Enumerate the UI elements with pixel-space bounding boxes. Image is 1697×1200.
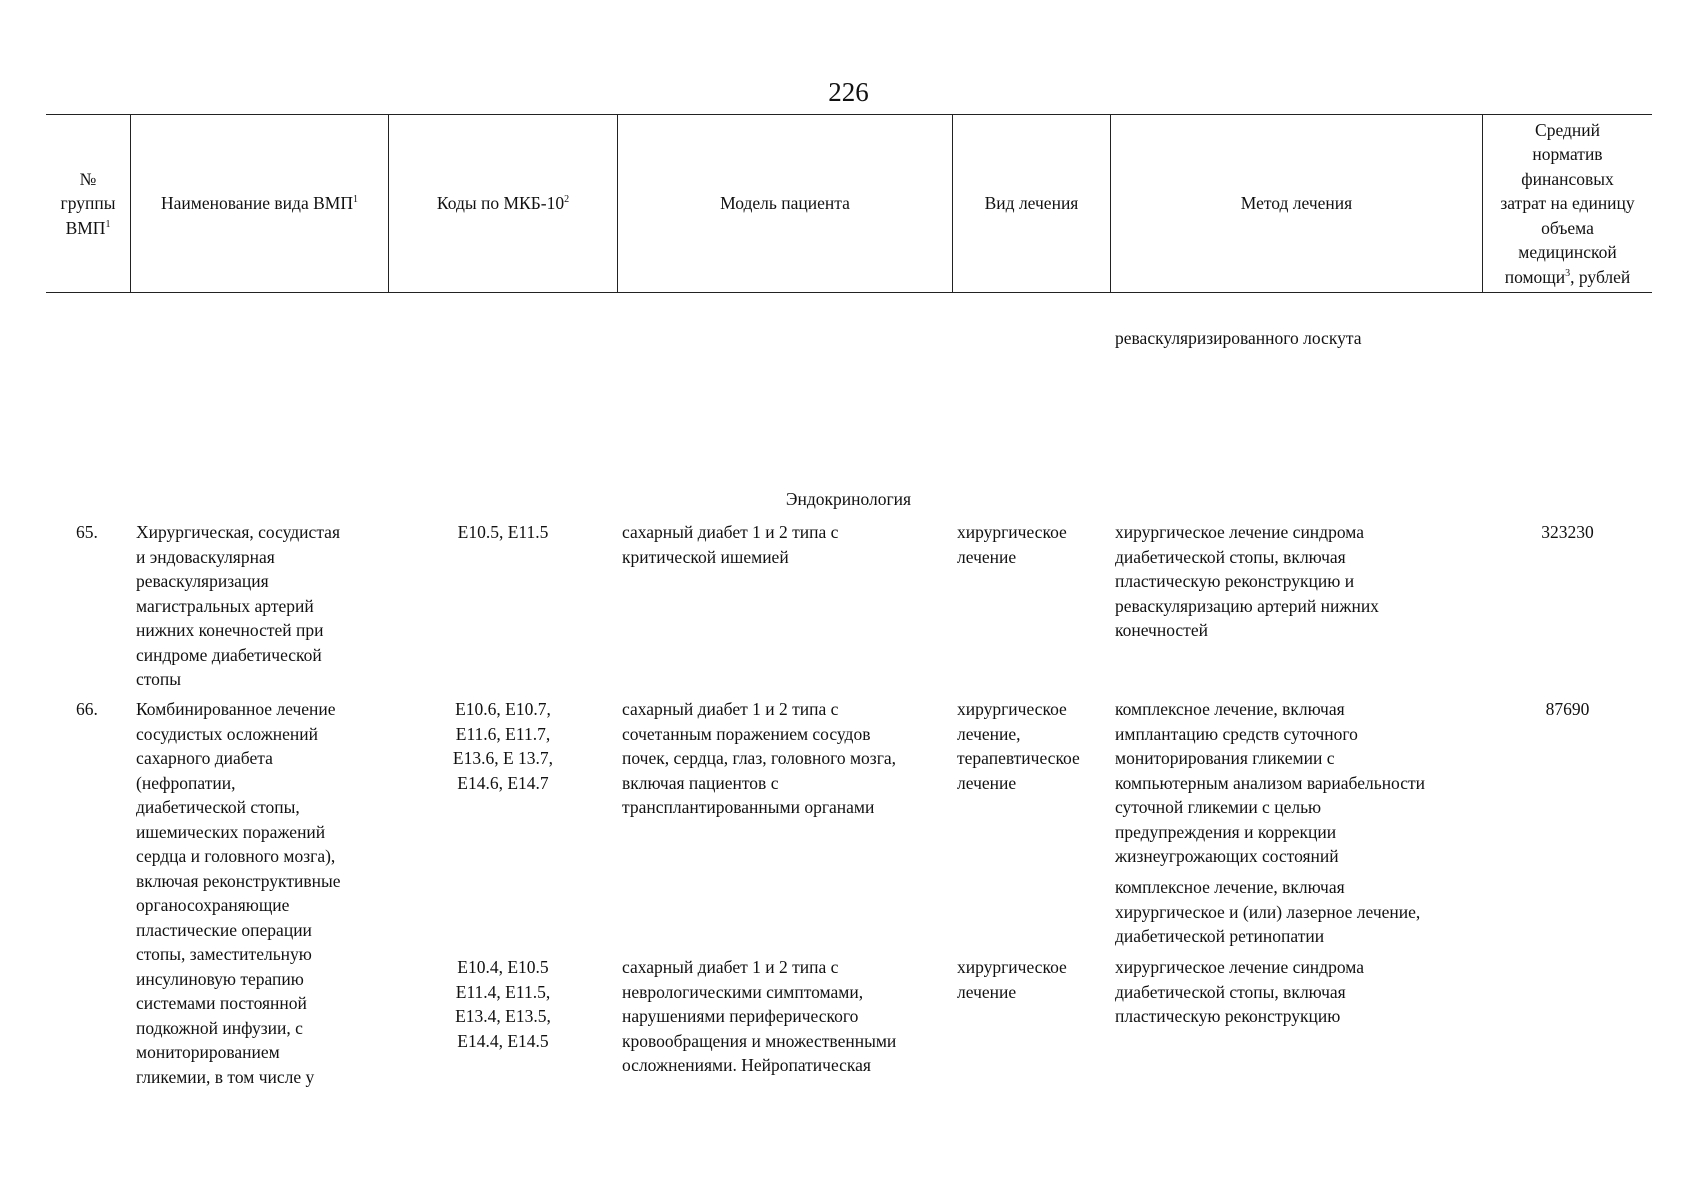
text-line: сахарного диабета (136, 748, 273, 768)
text-line: критической ишемией (622, 546, 789, 567)
text-line: комплексное лечение, включая (1115, 699, 1345, 719)
text-line: органосохраняющие (136, 895, 290, 915)
row-number: 65. (76, 522, 98, 542)
text-line: Комбинированное лечение (136, 699, 336, 719)
text-line: системами постоянной (136, 993, 307, 1013)
text-line: E10.6, E10.7, (455, 699, 551, 719)
text-line: ишемических поражений (136, 821, 326, 842)
text-line: E14.6, E14.7 (457, 772, 549, 793)
header-cost: Средний норматив финансовых затрат на единицу объема медицинской помощи$^3$, рублей (1500, 119, 1635, 287)
text-line: инсулиновую терапию (136, 968, 304, 989)
text-line: имплантацию средств суточного (1115, 723, 1358, 744)
text-line: подкожной инфузии, с (136, 1017, 303, 1038)
text-line: включая реконструктивные (136, 870, 341, 891)
text-line: сахарный диабет 1 и 2 типа с (622, 957, 839, 977)
text-line: сахарный диабет 1 и 2 типа с (622, 522, 839, 542)
row-codes-sub (389, 955, 617, 1053)
text-line: (нефропатии, (136, 772, 236, 793)
text-line: комплексное лечение, включая (1115, 877, 1345, 897)
header-treatment-type: Вид лечения (984, 193, 1079, 214)
row-name (136, 520, 340, 692)
text-line: пластические операции (136, 919, 312, 940)
continued-text: реваскуляризированного лоскута (1115, 328, 1362, 348)
row-cost: 323230 (1541, 522, 1594, 542)
text-line: лечение (957, 981, 1017, 1002)
text-line: реваскуляризацию артерий нижних (1115, 595, 1379, 616)
text-line: сахарный диабет 1 и 2 типа с (622, 699, 839, 719)
text-line: стопы, заместительную (136, 944, 312, 964)
text-line: лечение, (957, 723, 1021, 744)
text-line: трансплантированными органами (622, 797, 875, 817)
text-line: E10.4, E10.5 (457, 957, 549, 977)
row-treatment-type (957, 520, 1067, 569)
text-line: хирургическое лечение синдрома (1115, 957, 1364, 977)
text-line: гликемии, в том числе у (136, 1066, 315, 1087)
text-line: конечностей (1115, 620, 1208, 640)
text-line: нарушениями периферического (622, 1006, 859, 1026)
row-treatment-method (1115, 697, 1425, 869)
text-line: осложнениями. Нейропатическая (622, 1055, 871, 1075)
text-line: хирургическое (957, 699, 1067, 719)
text-line: пластическую реконструкцию (1115, 1006, 1341, 1026)
row-treatment-method-secondary (1115, 875, 1420, 949)
row-patient-model (622, 520, 838, 569)
text-line: суточной гликемии с целью (1115, 797, 1322, 817)
text-line: стопы (136, 669, 182, 689)
text-line: диабетической стопы, включая (1115, 546, 1346, 567)
text-line: предупреждения и коррекции (1115, 821, 1337, 842)
row-treatment-type-sub (957, 955, 1067, 1004)
row-codes (389, 520, 617, 545)
text-line: мониторирования гликемии с (1115, 748, 1335, 768)
header-codes: Коды по МКБ-$10^2$ (436, 193, 570, 214)
text-line: лечение (957, 772, 1017, 793)
header-treatment-method: Метод лечения (1240, 193, 1353, 214)
header-name: Наименование вида ВМП$^1$ (161, 193, 358, 214)
text-line: почек, сердца, глаз, головного мозга, (622, 748, 897, 768)
text-line: сочетанным поражением сосудов (622, 723, 871, 744)
row-cost: 87690 (1545, 699, 1590, 719)
text-line: синдроме диабетической (136, 644, 322, 665)
header-patient-model: Модель пациента (720, 193, 850, 214)
row-codes (389, 697, 617, 795)
row-treatment-type (957, 697, 1080, 795)
text-line: сосудистых осложнений (136, 723, 319, 744)
text-line: жизнеугрожающих состояний (1115, 846, 1339, 866)
text-line: хирургическое (957, 522, 1067, 542)
page-number: 226 (828, 77, 869, 107)
row-treatment-method (1115, 520, 1379, 643)
text-line: лечение (957, 546, 1017, 567)
text-line: E11.4, E11.5, (455, 981, 551, 1002)
text-line: хирургическое лечение синдрома (1115, 522, 1364, 542)
text-line: E13.6, E 13.7, (452, 748, 554, 768)
text-line: магистральных артерий (136, 595, 314, 616)
text-line: E10.5, E11.5 (457, 522, 549, 542)
text-line: включая пациентов с (622, 772, 779, 793)
text-line: хирургическое (957, 957, 1067, 977)
text-line: Хирургическая, сосудистая (136, 522, 340, 542)
row-treatment-method-sub (1115, 955, 1364, 1029)
row-name (136, 697, 340, 1089)
row-patient-model-sub (622, 955, 896, 1078)
text-line: мониторированием (136, 1042, 280, 1062)
header-group-no: № группы ВМП$^1$ (60, 168, 116, 238)
text-line: диабетической стопы, включая (1115, 981, 1346, 1002)
text-line: E14.4, E14.5 (457, 1030, 549, 1051)
text-line: E13.4, E13.5, (455, 1006, 551, 1026)
text-line: и эндоваскулярная (136, 546, 275, 567)
text-line: неврологическими симптомами, (622, 981, 864, 1002)
text-line: кровообращения и множественными (622, 1030, 897, 1051)
text-line: хирургическое и (или) лазерное лечение, (1115, 901, 1421, 922)
text-line: нижних конечностей при (136, 620, 324, 640)
text-line: диабетической ретинопатии (1115, 926, 1325, 946)
section-title: Эндокринология (785, 489, 912, 509)
text-line: компьютерным анализом вариабельности (1115, 772, 1426, 793)
row-patient-model (622, 697, 896, 820)
text-line: терапевтическое (957, 748, 1080, 768)
row-number: 66. (76, 699, 98, 719)
text-line: реваскуляризация (136, 571, 269, 591)
text-line: диабетической стопы, (136, 797, 300, 817)
text-line: E11.6, E11.7, (455, 723, 551, 744)
text-line: сердца и головного мозга), (136, 846, 336, 866)
text-line: пластическую реконструкцию и (1115, 571, 1355, 591)
